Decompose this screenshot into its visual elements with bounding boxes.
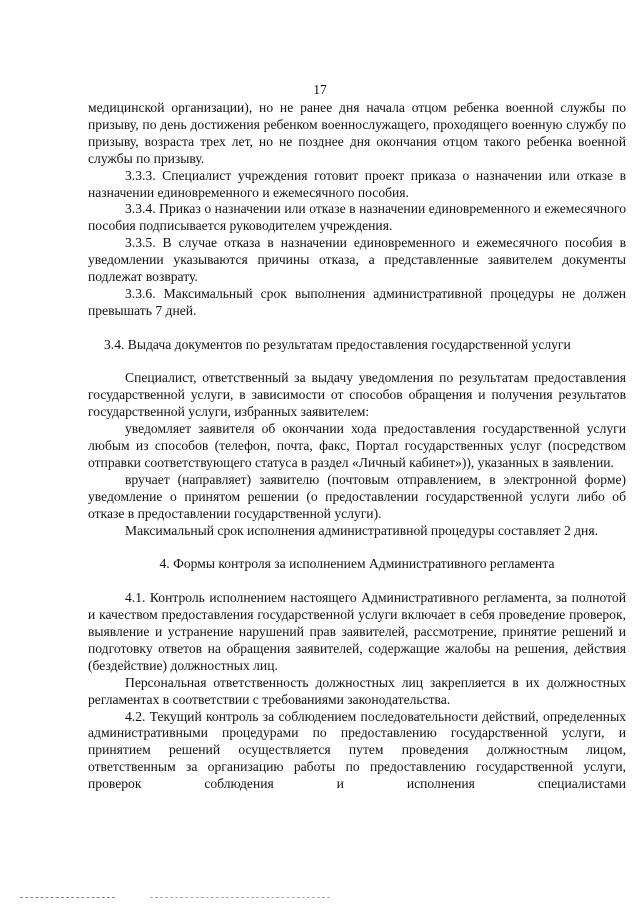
paragraph-delivers: вручает (направляет) заявителю (почтовым отправлением, в электронной форме) уведомление о принятом решении (о предоставлении государственной услуги либо об отказе в предоставлении государственной услуги). bbox=[88, 471, 626, 521]
paragraph-4-1: 4.1. Контроль исполнением настоящего Административного регламента, за полнотой и качеством предоставления государственной услуги включает в себя проведение проверок, выявление и устранение нарушений прав заявителей, рассмотрение, принятие решений и подготовку ответов на обращения заявителей, содержащие жалобы на решения, действия (бездействие) должностных лиц. bbox=[88, 590, 626, 673]
paragraph-3-3-3: 3.3.3. Специалист учреждения готовит проект приказа о назначении или отказе в назначении единовременного и ежемесячного пособия. bbox=[88, 167, 626, 200]
page-body bbox=[88, 100, 626, 793]
paragraph-notifies: уведомляет заявителя об окончании хода предоставления государственной услуги любым из способов (телефон, почта, факс, Портал государственных услуг (посредством отправки соответствующего статуса в раздел «Личный кабинет»)), указанных в заявлении. bbox=[88, 421, 626, 470]
paragraph-3-3-6: 3.3.6. Максимальный срок выполнения административной процедуры не должен превышать 7 дней. bbox=[88, 285, 626, 318]
page-number: 17 bbox=[313, 82, 327, 97]
paragraph-max-term: Максимальный срок исполнения административной процедуры составляет 2 дня. bbox=[125, 522, 598, 538]
paragraph-specialist: Специалист, ответственный за выдачу уведомления по результатам предоставления государственной услуги, в зависимости от способов обращения и получения результатов государственной услуги, избранных заявителем: bbox=[88, 370, 626, 420]
paragraph-3-3-4: 3.3.4. Приказ о назначении или отказе в назначении единовременного и ежемесячного пособия подписывается руководителем учреждения. bbox=[88, 201, 626, 234]
section-heading-4: 4. Формы контроля за исполнением Административного регламента bbox=[159, 556, 555, 572]
paragraph-4-2: 4.2. Текущий контроль за соблюдением последовательности действий, определенных административными процедурами по предоставлению государственной услуги, и принятием решений осуществляется путем проведения должностным лицом, ответственным за организацию работы по предоставлению государственной услуги, проверок соблюдения и исполнения специалистами bbox=[88, 708, 626, 792]
scan-edge-mark bbox=[20, 897, 115, 899]
section-heading-3-4: 3.4. Выдача документов по результатам предоставления государственной услуги bbox=[104, 336, 571, 352]
paragraph-3-3-5: 3.3.5. В случае отказа в назначении единовременного и ежемесячного пособия в уведомлении указываются причины отказа, а представленные заявителем документы подлежат возврату. bbox=[88, 235, 626, 285]
paragraph-personal-responsibility: Персональная ответственность должностных лиц закрепляется в их должностных регламентах в соответствии с требованиями законодательства. bbox=[88, 674, 626, 707]
scan-edge-mark bbox=[150, 897, 330, 899]
paragraph-continuation: медицинской организации), но не ранее дня начала отцом ребенка военной службы по призыву, по день достижения ребенком военнослужащего, проходящего военную службу по призыву, возраста трех лет, но не позднее дня окончания отцом такого ребенка военной службы по призыву. bbox=[88, 100, 626, 166]
